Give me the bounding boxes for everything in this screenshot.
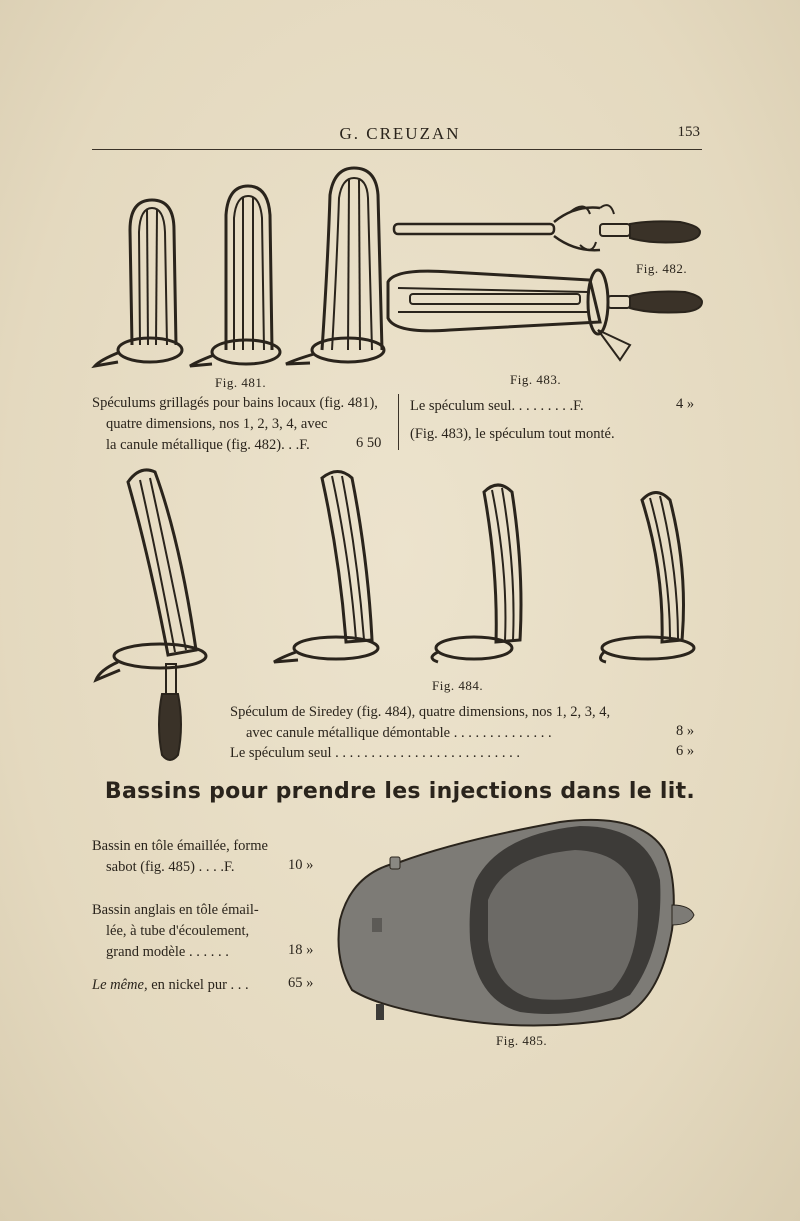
speculum-481-medium — [190, 186, 280, 366]
fig-483-text-line-1: Le spéculum seul. . . . . . . . .F. — [410, 398, 584, 414]
bassin-item-3-price: 65 » — [288, 975, 314, 991]
siredey-medium — [274, 472, 378, 663]
fig-482-caption: Fig. 482. — [636, 261, 688, 276]
column-divider — [398, 394, 399, 450]
fig-481-text-line-3: la canule métallique (fig. 482). . .F. — [106, 437, 310, 453]
bassin-item-3-label: Le même, — [92, 977, 148, 993]
fig-481-text-line-2: quatre dimensions, nos 1, 2, 3, 4, avec — [106, 416, 328, 432]
fig-481-caption: Fig. 481. — [215, 375, 267, 390]
bassin-item-1-line-2: sabot (fig. 485) . . . .F. — [106, 859, 235, 875]
bassin-item-3-rest: en nickel pur . . . — [151, 977, 249, 993]
bassin-item-2-price: 18 » — [288, 942, 314, 958]
fig-481-price: 6 50 — [356, 435, 382, 451]
fig-484-caption: Fig. 484. — [432, 678, 484, 693]
speculum-481-large — [286, 168, 384, 364]
running-title: G. CREUZAN — [339, 124, 461, 143]
bassin-item-1-line-1: Bassin en tôle émaillée, forme — [92, 838, 268, 854]
fig-481-speculums-illustration — [95, 168, 384, 366]
bassin-item-1-price: 10 » — [288, 857, 314, 873]
section-heading: Bassins pour prendre les injections dans le lit. — [104, 779, 696, 804]
siredey-small — [432, 485, 521, 662]
bassin-item-3 — [92, 975, 249, 996]
fig-483-caption: Fig. 483. — [510, 372, 562, 387]
fig-483-price: 4 » — [676, 396, 695, 412]
fig-483-text-line-2: (Fig. 483), le spéculum tout monté. — [410, 426, 615, 442]
page-number: 153 — [677, 124, 700, 140]
fig-485-bassin-illustration — [339, 820, 695, 1026]
speculum-481-small — [95, 200, 182, 366]
fig-484-text-line-3: Le spéculum seul . . . . . . . . . . . . . . . . . . . . . . . . . . — [230, 745, 520, 761]
fig-484-price-2: 6 » — [676, 743, 695, 759]
fig-484-text-line-1: Spéculum de Siredey (fig. 484), quatre dimensions, nos 1, 2, 3, 4, — [230, 704, 611, 720]
fig-484-text-line-2: avec canule métallique démontable . . . . . . . . . . . . . . — [246, 725, 552, 741]
fig-485-caption: Fig. 485. — [496, 1033, 548, 1048]
fig-484-price-1: 8 » — [676, 723, 695, 739]
fig-483-assembled-speculum-illustration — [388, 270, 702, 360]
bassin-item-2-line-3: grand modèle . . . . . . — [106, 944, 229, 960]
bassin-item-2-line-2: lée, à tube d'écoulement, — [106, 923, 250, 939]
siredey-smallest — [600, 493, 694, 663]
siredey-large — [96, 470, 206, 760]
fig-482-cannula-illustration — [394, 205, 700, 250]
bassin-item-2-line-1: Bassin anglais en tôle émail- — [92, 902, 259, 918]
fig-481-text-line-1: Spéculums grillagés pour bains locaux (fig. 481), — [92, 395, 378, 411]
